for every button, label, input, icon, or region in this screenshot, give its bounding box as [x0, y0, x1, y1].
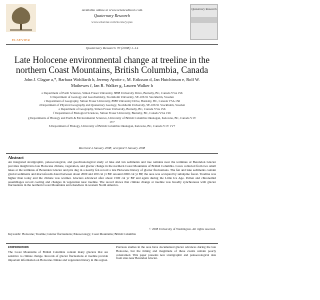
- divider: [6, 153, 218, 154]
- keywords: [8, 233, 216, 237]
- journal-availability: Available online at www.sciencedirect.com: [81, 8, 143, 12]
- body-column-right: [116, 246, 216, 300]
- affiliation: h Department of Biology, University of British Columbia Okanagan, Kelowna, BC, Canada V1V 1V7: [48, 123, 176, 128]
- abstract-heading: Abstract: [8, 155, 24, 160]
- received-dates: Received 4 January 2008; accepted 3 January 2008: [78, 146, 146, 150]
- journal-url[interactable]: www.elsevier.com/locate/yqres: [91, 20, 133, 24]
- article-title: Late Holocene environmental change at treeline in the northern Coast Mountains, British Columbia, Canada: [14, 55, 210, 75]
- affiliation: a Department of Earth Sciences, Simon Fraser University, 8888 University Drive, Burnaby, BC, Canada V5A 1S6: [41, 91, 183, 95]
- journal-info: [60, 7, 164, 25]
- publisher-logo-text: ELSEVIER: [11, 38, 31, 42]
- body-paragraph: The Coast Mountains of British Columbia contain many glaciers that are sensitive to climate change. Records of glacier fluctuations at treeline provide important information on Holocene climate and vegetation history in this region.: [8, 249, 108, 262]
- affiliations: [26, 91, 198, 128]
- elsevier-tree-icon: [6, 4, 36, 32]
- abstract-text: An integrated stratigraphic, paleoecological, and geochronological study of lake and fen sediments and tree remains near the terminus of Berendon Glacier provides insight into late Holocene climate, vegetation, and glacier change in the northern Coast Mountains of British Columbia. Cores collected from two small lakes at the terminus of Berendon Glacier and pits dug in a nearby fen record a late Holocene history of glacier fluctuations. The fen and lake sediments contain glacial sediments and macrofossils dated between about 2000 and 200 cal yr BP. Around 2000 cal yr BP, the area was occupied by subalpine forest. Treeline was higher than today and the climate was warmer. Glaciers advanced after about 1500 cal yr BP and again during the Little Ice Age. Pollen and chironomid assemblages record cooling and changes in vegetation near treeline. The record shows that climate change at treeline was broadly synchronous with glacier fluctuations in the northern Coast Mountains and elsewhere in western North America.: [8, 161, 216, 188]
- affiliation: d Department of Physical Geography and Quaternary Geology, Stockholm University, SE-106 91 Stockholm, Sweden: [38, 103, 185, 108]
- journal-header: [0, 0, 224, 46]
- cover-title: Quaternary Research: [191, 7, 217, 11]
- publisher-logo: [6, 4, 36, 40]
- copyright-notice: © 2008 University of Washington. All rights reserved.: [148, 227, 216, 231]
- affiliation: f Department of Biological Sciences, Simon Fraser University, Burnaby, BC, Canada V5A 1S6: [53, 111, 171, 116]
- affiliation: e Department of Geography, Simon Fraser University, Burnaby, BC, Canada V5A 1S6: [58, 107, 166, 112]
- body-paragraph: Previous studies in the area have documented glacier advances during the late Holocene, but the timing and magnitude of these events remain poorly constrained. This paper presents new stratigraphic and paleoecological data from sites near Berendon Glacier.: [116, 246, 216, 261]
- cover-band: [191, 17, 217, 23]
- journal-cover: [190, 4, 218, 40]
- affiliation: g Departments of Biology and Earth & Environmental Sciences, University of British Columbia Okanagan, Kelowna, BC, Canada V1V 1V7: [27, 115, 197, 124]
- section-title: Introduction: [8, 246, 29, 249]
- author-list: John J. Clague a,*, Barbara Wohlfarth b, Jeremy Ayotte c, M. Eriksson d, Jan Hutchinson e, Rolf W. Mathewes f, Ian R. Walker g, Lauren Walker h: [24, 77, 200, 88]
- citation-line: Quaternary Research 70 (2008) 1–14: [85, 46, 139, 50]
- keywords-list: Holocene; Treeline; Glacier fluctuations; Paleoecology; Coast Mountains; British Columbia: [22, 232, 136, 236]
- divider: [6, 44, 218, 45]
- journal-name: Quaternary Research: [93, 13, 130, 18]
- divider: [6, 243, 218, 244]
- affiliation: b Department of Geology and Geochemistry, Stockholm University, SE-106 91 Stockholm, Sweden: [50, 95, 174, 100]
- body-column-left: [8, 246, 108, 300]
- keywords-label: Keywords:: [8, 232, 22, 236]
- affiliation: c Department of Geography, Simon Fraser University, 8888 University Drive, Burnaby, BC, Canada V5A 1S6: [43, 99, 181, 104]
